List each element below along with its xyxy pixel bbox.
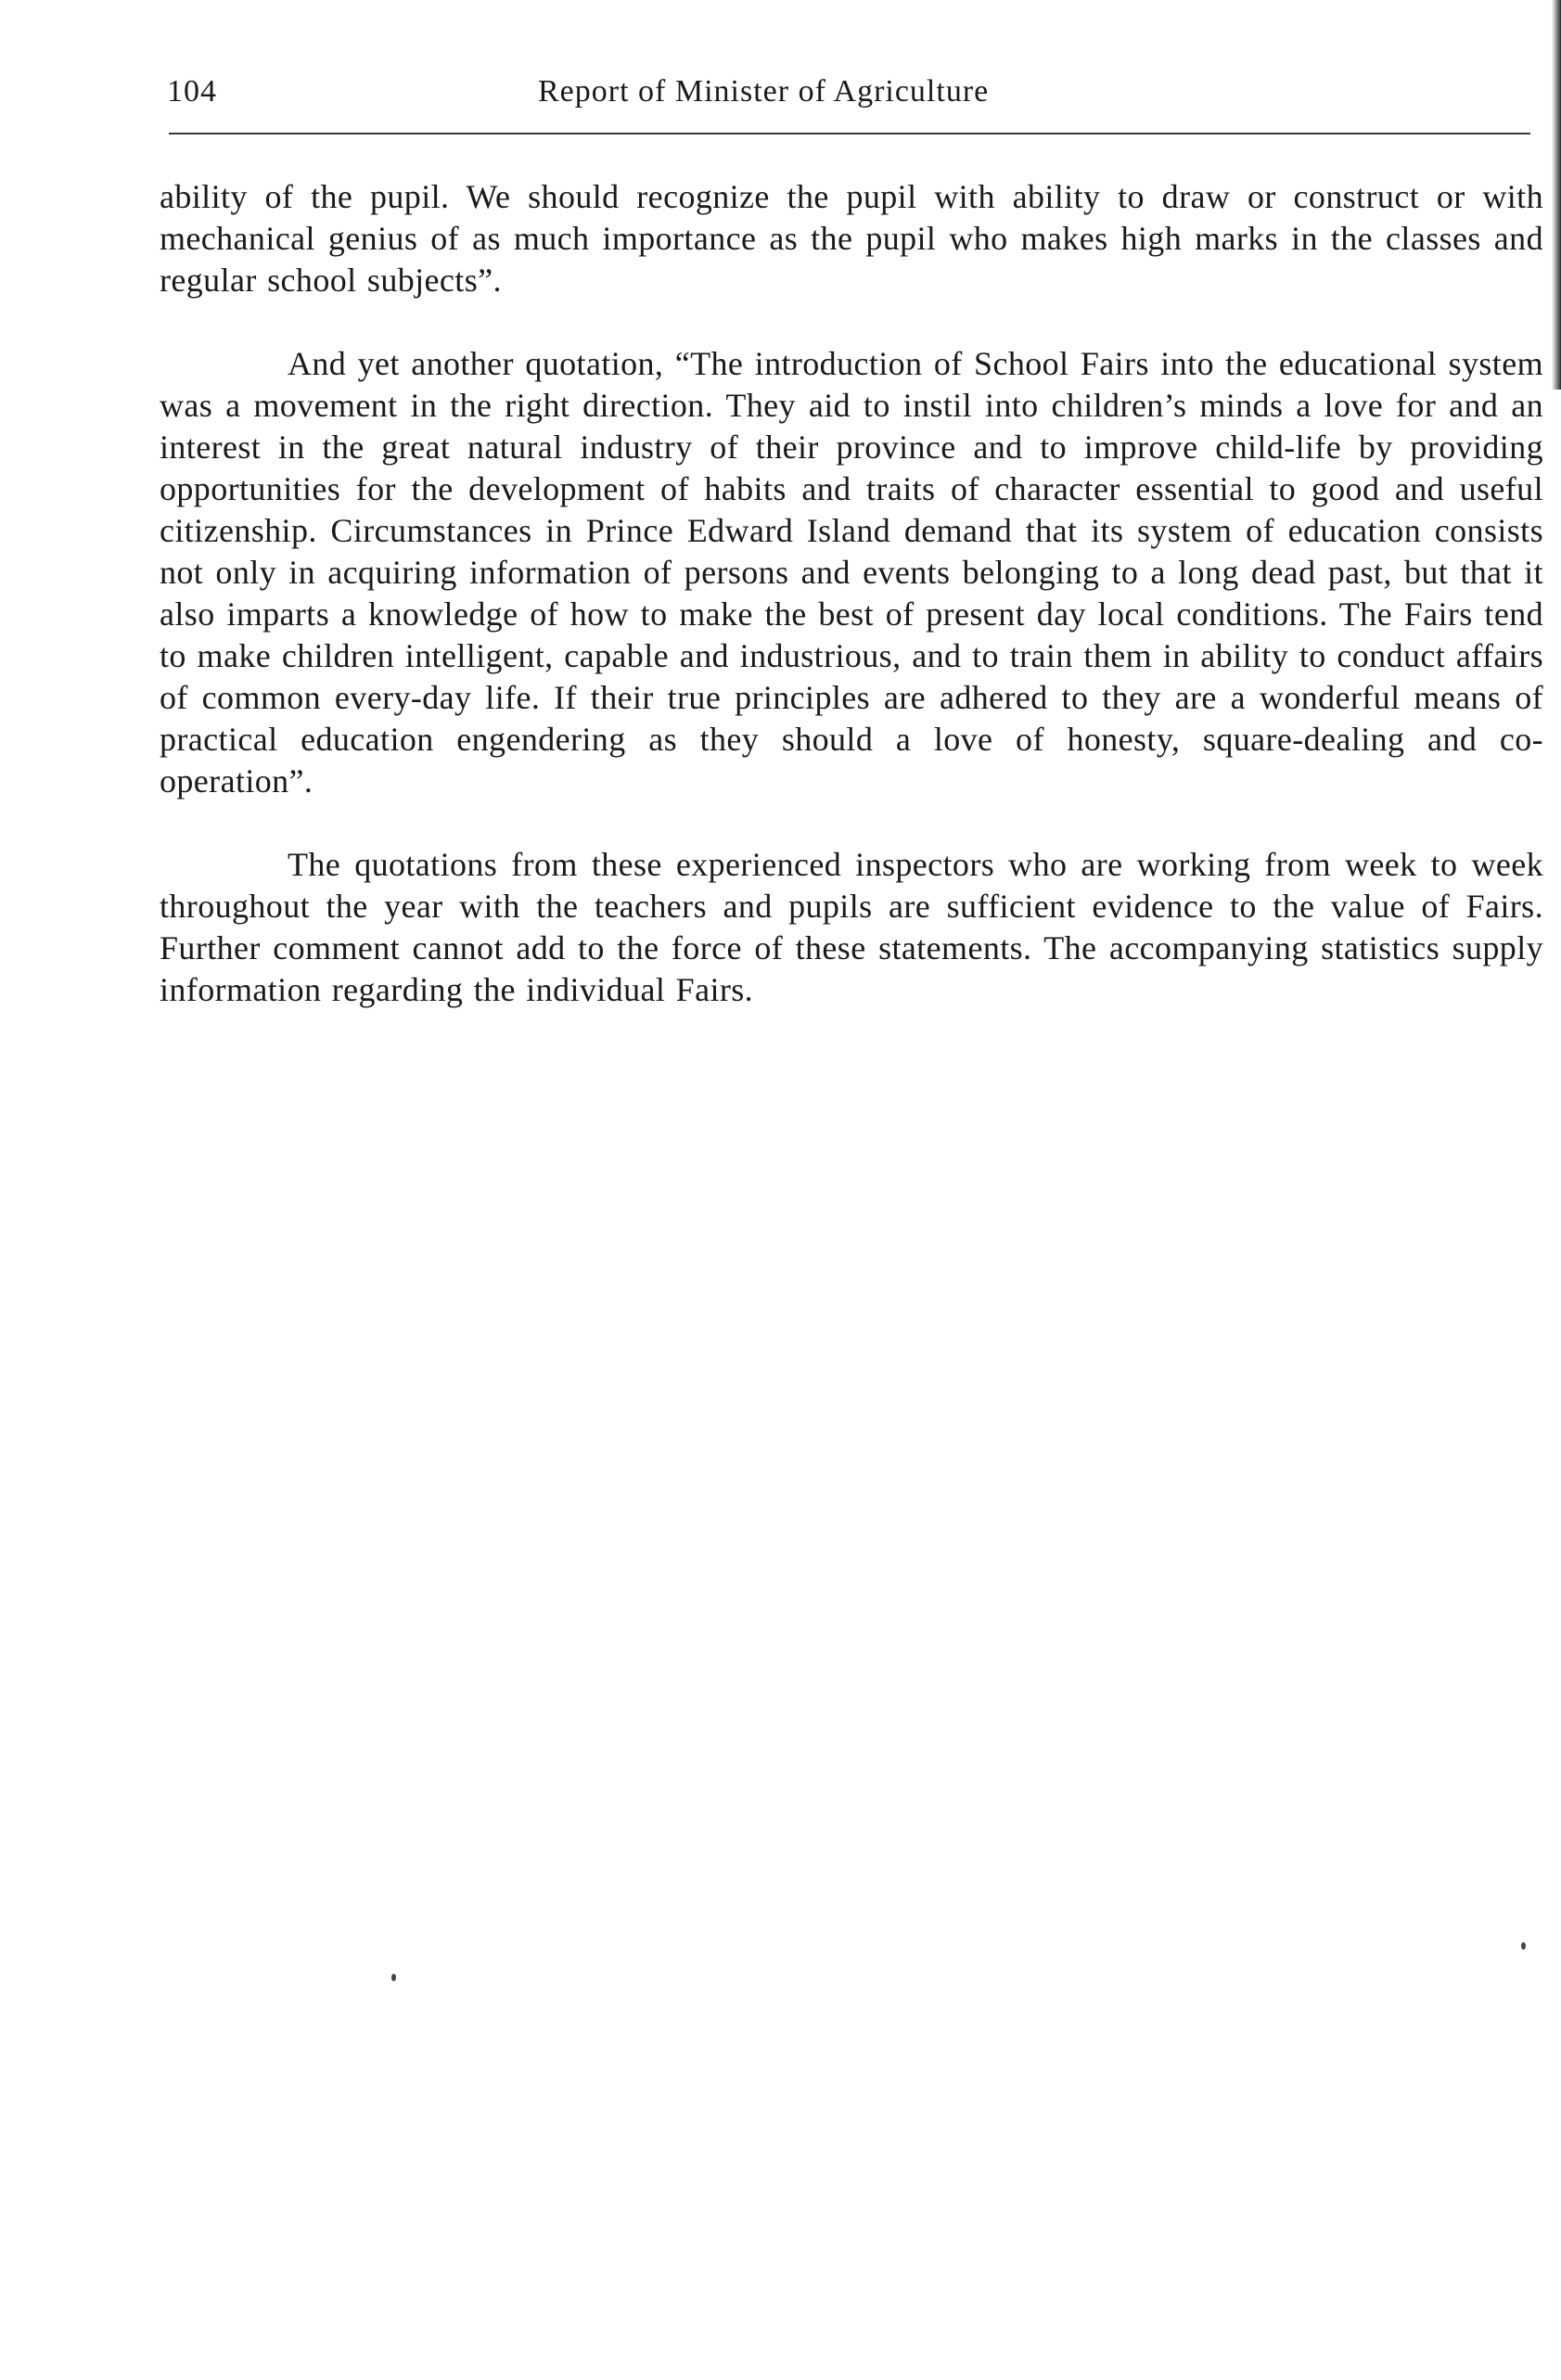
paragraph-continuation: ability of the pupil. We should recognize the pupil with ability to draw or construct or with mechanical genius of as much importance as the pupil who makes high marks in the classes and regular school subjects”. [160, 178, 1543, 299]
header-rule [169, 133, 1530, 134]
print-speck [391, 1974, 396, 1981]
page-number: 104 [167, 74, 217, 109]
paragraph-quotation: And yet another quotation, “The introduction of School Fairs into the educational system was a movement in the right direction. They aid to instil into children’s minds a love for and an interest in the great natural industry of their province and to improve child-life by providing opportunities for the development of habits and traits of character essential to good and useful citizenship. Circumstances in Prince Edward Island demand that its system of education consists not only in acquiring information of persons and events belonging to a long dead past, but that it also imparts a knowledge of how to make the best of present day local conditions. The Fairs tend to make children intelligent, capable and industrious, and to train them in ability to conduct affairs of common every-day life. If their true principles are adhered to they are a wonderful means of practical education engendering as they should a love of honesty, square-dealing and co-operation”. [160, 345, 1543, 800]
body-text [160, 176, 1543, 1011]
running-title: Report of Minister of Agriculture [538, 74, 990, 109]
print-speck [1521, 1942, 1526, 1950]
running-head [167, 74, 1521, 121]
page-edge-shadow [1552, 0, 1561, 390]
paragraph-conclusion: The quotations from these experienced inspectors who are working from week to week throughout the year with the teachers and pupils are sufficient evidence to the value of Fairs. Further comment cannot add to the force of these statements. The accompanying statistics supply information regarding the individual Fairs. [160, 846, 1543, 1008]
